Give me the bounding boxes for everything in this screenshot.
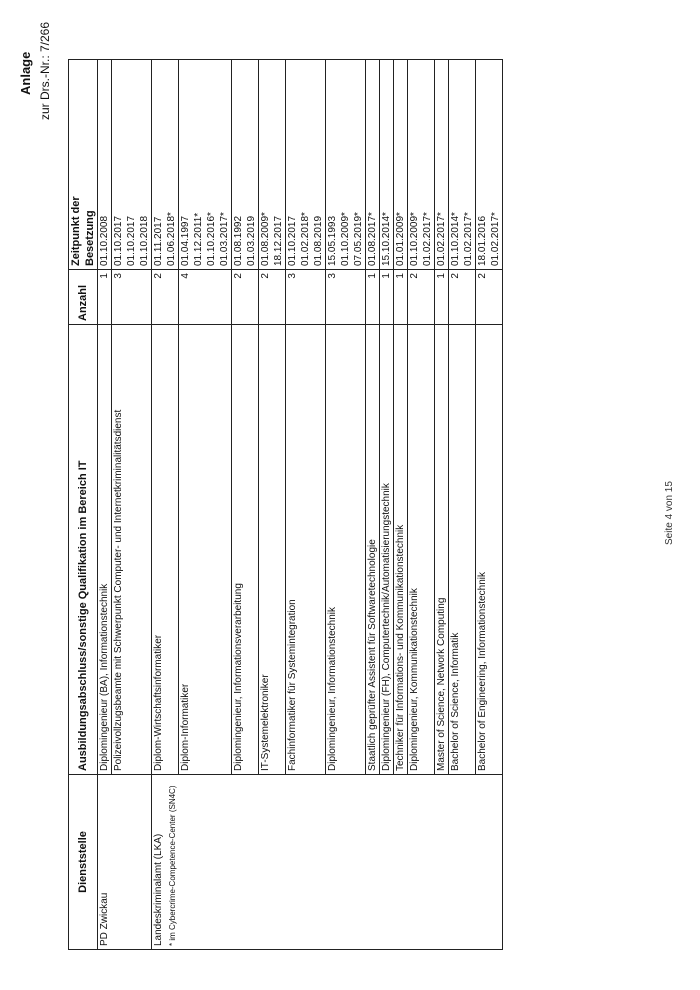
date-entry: 01.10.2016* xyxy=(206,212,217,266)
count-cell: 1 xyxy=(394,270,408,325)
qualification-cell: Master of Science, Network Computing xyxy=(435,325,449,775)
dienststelle-lka xyxy=(152,775,503,950)
date-entry: 07.05.2019* xyxy=(353,212,364,266)
count-cell: 2 xyxy=(259,270,286,325)
date-entry: 01.02.2017* xyxy=(490,212,501,266)
count-cell: 3 xyxy=(112,270,152,325)
dates-cell xyxy=(232,60,259,270)
qualification-cell: Staatlich geprüfter Assistent für Softwaretechnologie xyxy=(366,325,380,775)
qualification-cell: Diplomingenieur, Informationsverarbeitung xyxy=(232,325,259,775)
date-entry: 18.12.2017 xyxy=(273,215,284,266)
date-entry: 15.05.1993 xyxy=(327,215,338,266)
count-cell: 2 xyxy=(449,270,476,325)
header-qualifikation: Ausbildungsabschluss/sonstige Qualifikation im Bereich IT xyxy=(69,325,98,775)
dates-cell xyxy=(179,60,232,270)
anlage-label: Anlage xyxy=(18,51,33,95)
dates-cell xyxy=(435,60,449,270)
dates-cell xyxy=(98,60,112,270)
date-entry: 01.12.2011* xyxy=(193,212,204,266)
table-body xyxy=(98,60,503,950)
qualification-cell: IT-Systemelektroniker xyxy=(259,325,286,775)
dates-cell xyxy=(394,60,408,270)
dates-cell xyxy=(476,60,503,270)
date-entry: 01.03.2017* xyxy=(219,212,230,266)
date-entry: 01.10.2018 xyxy=(139,215,150,266)
qualification-cell: Polizeivollzugsbeamte mit Schwerpunkt Computer- und Internetkriminalitätsdienst xyxy=(112,325,152,775)
header-dienststelle: Dienststelle xyxy=(69,775,98,950)
qualification-cell: Bachelor of Science, Informatik xyxy=(449,325,476,775)
dates-cell xyxy=(112,60,152,270)
date-entry: 01.10.2009* xyxy=(409,212,420,266)
qualification-cell: Fachinformatiker für Systemintegration xyxy=(286,325,326,775)
count-cell: 1 xyxy=(366,270,380,325)
dates-cell xyxy=(286,60,326,270)
count-cell: 1 xyxy=(380,270,394,325)
date-entry: 01.01.2009* xyxy=(395,212,406,266)
drs-number: zur Drs.-Nr.: 7/266 xyxy=(38,21,52,120)
date-entry: 15.10.2014* xyxy=(381,212,392,266)
date-entry: 01.06.2018* xyxy=(166,212,177,266)
header-anzahl: Anzahl xyxy=(69,270,98,325)
count-cell: 2 xyxy=(232,270,259,325)
date-entry: 01.02.2017* xyxy=(436,212,447,266)
count-cell: 3 xyxy=(286,270,326,325)
count-cell: 4 xyxy=(179,270,232,325)
count-cell: 2 xyxy=(152,270,179,325)
date-entry: 01.02.2018* xyxy=(300,212,311,266)
date-entry: 01.02.2017* xyxy=(463,212,474,266)
qualification-cell: Techniker für Informations- und Kommunikationstechnik xyxy=(394,325,408,775)
count-cell: 1 xyxy=(98,270,112,325)
qualification-cell: Diplomingenieur, Informationstechnik xyxy=(326,325,366,775)
dienststelle-lka-footnote: * im Cybercrime-Competence-Center (SN4C) xyxy=(168,785,177,946)
dates-cell xyxy=(366,60,380,270)
date-entry: 01.08.1992 xyxy=(233,215,244,266)
date-entry: 01.10.2017 xyxy=(113,215,124,266)
table-row xyxy=(98,60,112,950)
dates-cell xyxy=(326,60,366,270)
date-entry: 01.10.2017 xyxy=(126,215,137,266)
count-cell: 2 xyxy=(476,270,503,325)
dates-cell xyxy=(152,60,179,270)
qualification-cell: Diplomingenieur, Kommunikationstechnik xyxy=(408,325,435,775)
dienststelle-lka-label: Landeskriminalamt (LKA) xyxy=(153,833,164,946)
count-cell: 1 xyxy=(435,270,449,325)
qualification-cell: Diplomingenieur (FH), Computertechnik/Automatisierungstechnik xyxy=(380,325,394,775)
rotated-table-container xyxy=(68,60,638,950)
dates-cell xyxy=(449,60,476,270)
header-zeitpunkt-line1: Zeitpunkt der xyxy=(70,196,82,266)
date-entry: 01.03.2019 xyxy=(246,215,257,266)
page-footer: Seite 4 von 15 xyxy=(664,481,675,545)
date-entry: 01.10.2014* xyxy=(450,212,461,266)
header-zeitpunkt xyxy=(69,60,98,270)
dates-cell xyxy=(380,60,394,270)
qualification-cell: Diplom-Informatiker xyxy=(179,325,232,775)
table-row xyxy=(152,60,179,950)
date-entry: 01.10.2017 xyxy=(287,215,298,266)
count-cell: 2 xyxy=(408,270,435,325)
dates-cell xyxy=(408,60,435,270)
qualification-cell: Diplom-Wirtschaftsinformatiker xyxy=(152,325,179,775)
header-zeitpunkt-line2: Besetzung xyxy=(84,210,96,266)
date-entry: 01.04.1997 xyxy=(180,215,191,266)
qualification-table xyxy=(68,59,503,950)
count-cell: 3 xyxy=(326,270,366,325)
date-entry: 01.08.2019 xyxy=(313,215,324,266)
date-entry: 01.08.2009* xyxy=(260,212,271,266)
date-entry: 18.01.2016 xyxy=(477,215,488,266)
table-header-row xyxy=(69,60,98,950)
date-entry: 01.10.2008 xyxy=(99,215,110,266)
dienststelle-pd-zwickau: PD Zwickau xyxy=(98,775,152,950)
dates-cell xyxy=(259,60,286,270)
date-entry: 01.08.2017* xyxy=(367,212,378,266)
date-entry: 01.10.2009* xyxy=(340,212,351,266)
date-entry: 01.11.2017 xyxy=(153,216,164,266)
qualification-cell: Diplomingenieur (BA), Informationstechnik xyxy=(98,325,112,775)
date-entry: 01.02.2017* xyxy=(422,212,433,266)
qualification-cell: Bachelor of Engineering, Informationstechnik xyxy=(476,325,503,775)
